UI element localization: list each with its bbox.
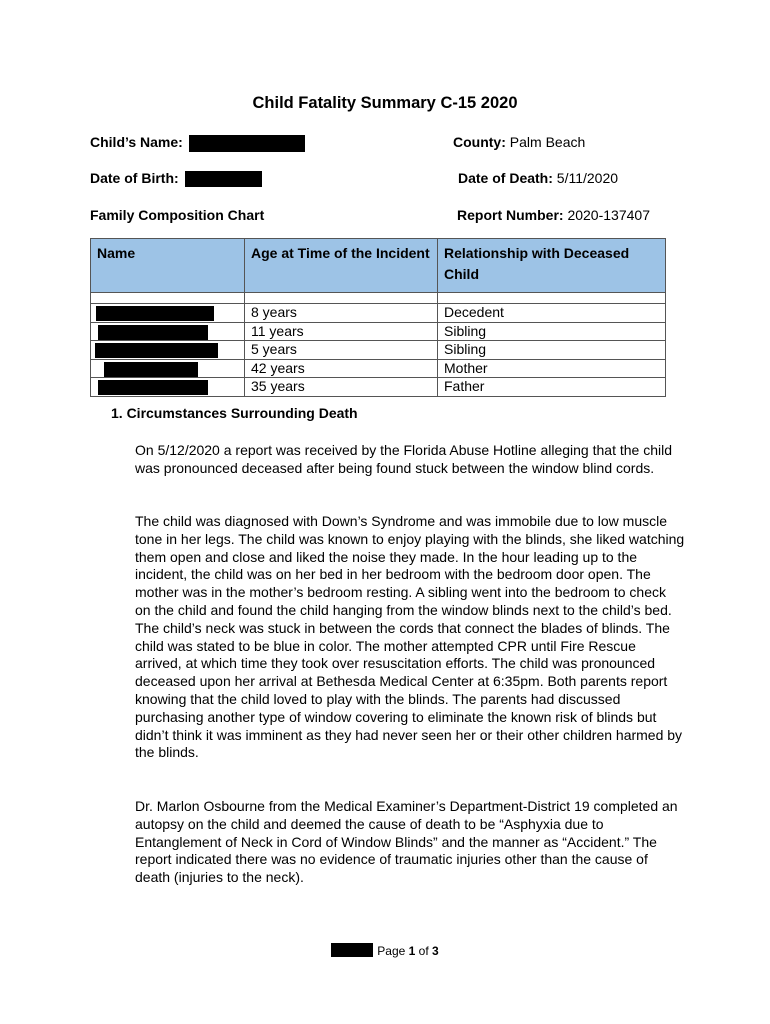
page-word: Page (377, 944, 406, 958)
header-age: Age at Time of the Incident (245, 239, 438, 293)
table-row (91, 341, 666, 360)
date-of-death-label: Date of Death: (458, 170, 553, 186)
table-row (91, 322, 666, 341)
header-relationship: Relationship with Deceased Child (438, 239, 666, 293)
county-label: County: (453, 134, 506, 150)
page-footer (0, 943, 770, 958)
relationship-cell: Sibling (438, 341, 666, 360)
redaction-block (189, 135, 305, 152)
age-cell: 11 years (245, 322, 438, 341)
of-word: of (418, 944, 429, 958)
redaction-block (185, 171, 262, 187)
child-name-label: Child’s Name: (90, 134, 183, 150)
table-header-row (91, 239, 666, 293)
family-composition-table (90, 238, 666, 397)
table-spacer-row (91, 293, 666, 304)
relationship-cell: Mother (438, 359, 666, 378)
family-chart-label: Family Composition Chart (90, 207, 265, 223)
redaction-block (96, 306, 214, 321)
relationship-cell: Decedent (438, 304, 666, 323)
header-name: Name (91, 239, 245, 293)
section-heading: 1. Circumstances Surrounding Death (111, 405, 358, 421)
current-page-number: 1 (408, 944, 416, 958)
redaction-block (331, 943, 373, 957)
age-cell: 35 years (245, 378, 438, 397)
relationship-cell: Father (438, 378, 666, 397)
child-name-field (90, 134, 305, 152)
report-number-field (457, 207, 650, 223)
paragraph-report: On 5/12/2020 a report was received by the Florida Abuse Hotline alleging that the child was pronounced deceased after being found stuck between the window blind cords. (135, 442, 672, 476)
redaction-block (98, 380, 208, 395)
date-of-birth-label: Date of Birth: (90, 170, 179, 186)
date-of-death-field (458, 170, 618, 186)
redaction-block (98, 325, 208, 340)
name-cell (91, 322, 245, 341)
name-cell (91, 304, 245, 323)
county-value: Palm Beach (509, 134, 586, 150)
age-cell: 42 years (245, 359, 438, 378)
document-title: Child Fatality Summary C-15 2020 (252, 94, 518, 112)
name-cell (91, 341, 245, 360)
age-cell: 8 years (245, 304, 438, 323)
report-number-label: Report Number: (457, 207, 564, 223)
report-number-value: 2020-137407 (567, 207, 650, 223)
name-cell (91, 378, 245, 397)
paragraph-autopsy: Dr. Marlon Osbourne from the Medical Examiner’s Department-District 19 completed an autopsy on the child and deemed the cause of death to be “Asphyxia due to Entanglement of Neck in Cord of Window Blinds” and the manner as “Accident.” The report indicated there was no evidence of traumatic injuries other than the cause of death (injuries to the neck). (135, 798, 678, 886)
paragraph-circumstances: The child was diagnosed with Down’s Syndrome and was immobile due to low muscle tone in her legs. The child was known to enjoy playing with the blinds, she liked watching them open and close and liked the noise they made. In the hour leading up to the incident, the child was on her bed in her bedroom with the bedroom door open. The mother was in the mother’s bedroom resting. A sibling went into the bedroom to check on the child and found the child hanging from the window blinds next to the child’s bed. The child’s neck was stuck in between the cords that connect the blades of blinds. The child was stated to be blue in color. The mother attempted CPR until Fire Rescue arrived, at which time they took over resuscitation efforts. The child was pronounced deceased upon her arrival at Bethesda Medical Center at 6:35pm. Both parents report knowing that the child loved to play with the blinds. The parents had discussed purchasing another type of window covering to eliminate the known risk of blinds but didn’t think it was imminent as they had never seen her or their other children harmed by the blinds. (135, 513, 685, 761)
table-row (91, 359, 666, 378)
date-of-birth-field (90, 170, 262, 187)
date-of-death-value: 5/11/2020 (556, 170, 619, 186)
redaction-block (104, 362, 198, 377)
county-field (453, 134, 585, 150)
table-row (91, 378, 666, 397)
table-row (91, 304, 666, 323)
redaction-block (95, 343, 218, 358)
relationship-cell: Sibling (438, 322, 666, 341)
name-cell (91, 359, 245, 378)
age-cell: 5 years (245, 341, 438, 360)
total-page-count: 3 (432, 944, 439, 958)
